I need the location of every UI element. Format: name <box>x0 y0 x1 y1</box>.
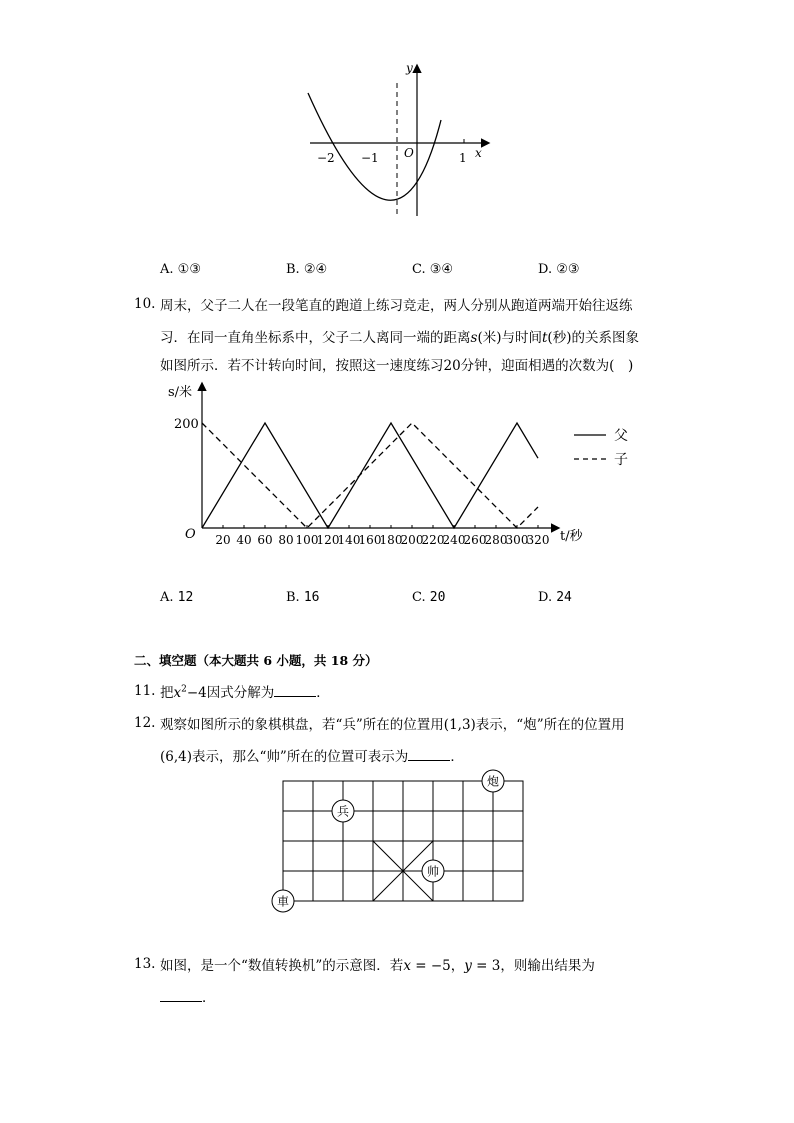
chart-x-tick-label: 60 <box>257 533 273 547</box>
origin-label: O <box>404 146 414 160</box>
q11-text: 把$x^2-4$因式分解为 ． <box>160 684 330 701</box>
svg-text:帅: 帅 <box>426 864 440 879</box>
q9-option-d[interactable]: D. ②③ <box>538 262 580 277</box>
tick-1: 1 <box>459 151 467 165</box>
q13-number: 13. <box>134 956 156 972</box>
chart-x-tick-label: 240 <box>442 533 466 547</box>
chart-x-tick-label: 200 <box>400 533 424 547</box>
chess-piece-shuai <box>422 860 444 882</box>
parabola-curve <box>308 93 441 200</box>
svg-text:兵: 兵 <box>336 804 350 819</box>
q10-line-1: 周末，父子二人在一段笔直的跑道上练习竞走，两人分别从跑道两端开始往返练 <box>160 298 633 314</box>
series-line-son <box>202 423 538 528</box>
q10-option-a[interactable]: A. 12 <box>160 590 194 605</box>
chart-x-tick-label: 160 <box>358 533 382 547</box>
section-2-title: 二、填空题（本大题共 6 小题，共 18 分） <box>134 653 378 668</box>
q12-line-2: (6,4)表示，那么“帅”所在的位置可表示为 ． <box>160 749 464 765</box>
chess-board <box>270 768 540 916</box>
chess-piece-che <box>272 890 294 912</box>
q12-answer-blank[interactable] <box>408 748 450 761</box>
q10-option-d[interactable]: D. 24 <box>538 590 572 605</box>
chart-x-tick-label: 300 <box>505 533 529 547</box>
chart-x-tick-label: 100 <box>295 533 319 547</box>
svg-text:車: 車 <box>276 894 290 909</box>
q11-answer-blank[interactable] <box>274 684 316 697</box>
chart-y-tick-200: 200 <box>174 417 199 432</box>
chart-x-tick-label: 220 <box>421 533 445 547</box>
chart-x-tick-label: 140 <box>337 533 361 547</box>
chart-x-tick-label: 40 <box>236 533 252 547</box>
chart-x-tick-label: 260 <box>463 533 487 547</box>
chart-x-tick-label: 280 <box>484 533 508 547</box>
legend-son: 子 <box>614 452 628 468</box>
q12-line-1: 观察如图所示的象棋棋盘，若“兵”所在的位置用(1,3)表示，“炮”所在的位置用 <box>160 717 625 733</box>
q13-line-1: 如图，是一个“数值转换机”的示意图．若x = −5，y = 3，则输出结果为 <box>160 958 595 974</box>
chart-x-tick-label: 80 <box>278 533 294 547</box>
chart-x-label: t/秒 <box>560 529 583 544</box>
chess-piece-pao <box>482 770 504 792</box>
distance-time-chart <box>160 376 640 556</box>
chart-x-tick-label: 20 <box>215 533 231 547</box>
q10-line-3: 如图所示．若不计转向时间，按照这一速度练习20分钟，迎面相遇的次数为( ) <box>160 358 634 374</box>
chart-origin-label: O <box>185 527 196 542</box>
svg-text:炮: 炮 <box>486 774 500 789</box>
q10-number: 10. <box>134 296 156 312</box>
series-line-father <box>202 423 538 528</box>
q10-option-c[interactable]: C. 20 <box>412 590 446 605</box>
legend-father: 父 <box>614 428 628 444</box>
q9-option-a[interactable]: A. ①③ <box>160 262 201 277</box>
q10-line-2: 习．在同一直角坐标系中，父子二人离同一端的距离s(米)与时间t(秒)的关系图象 <box>160 330 639 346</box>
q10-option-b[interactable]: B. 16 <box>286 590 320 605</box>
y-axis-label: y <box>406 61 413 75</box>
q9-option-b[interactable]: B. ②④ <box>286 262 328 277</box>
chart-x-tick-label: 120 <box>316 533 340 547</box>
chart-y-label: s/米 <box>168 385 193 400</box>
tick-minus-2: −2 <box>317 151 335 165</box>
tick-minus-1: −1 <box>361 151 379 165</box>
x-axis-label: x <box>475 146 482 160</box>
q13-line-2: ． <box>160 986 216 1006</box>
q13-answer-blank[interactable] <box>160 989 202 1002</box>
parabola-graph <box>300 58 500 228</box>
chart-x-tick-label: 320 <box>526 533 550 547</box>
chart-x-tick-label: 180 <box>379 533 403 547</box>
chess-piece-bing <box>332 800 354 822</box>
q11-number: 11. <box>134 683 156 699</box>
q9-option-c[interactable]: C. ③④ <box>412 262 454 277</box>
q12-number: 12. <box>134 715 156 731</box>
